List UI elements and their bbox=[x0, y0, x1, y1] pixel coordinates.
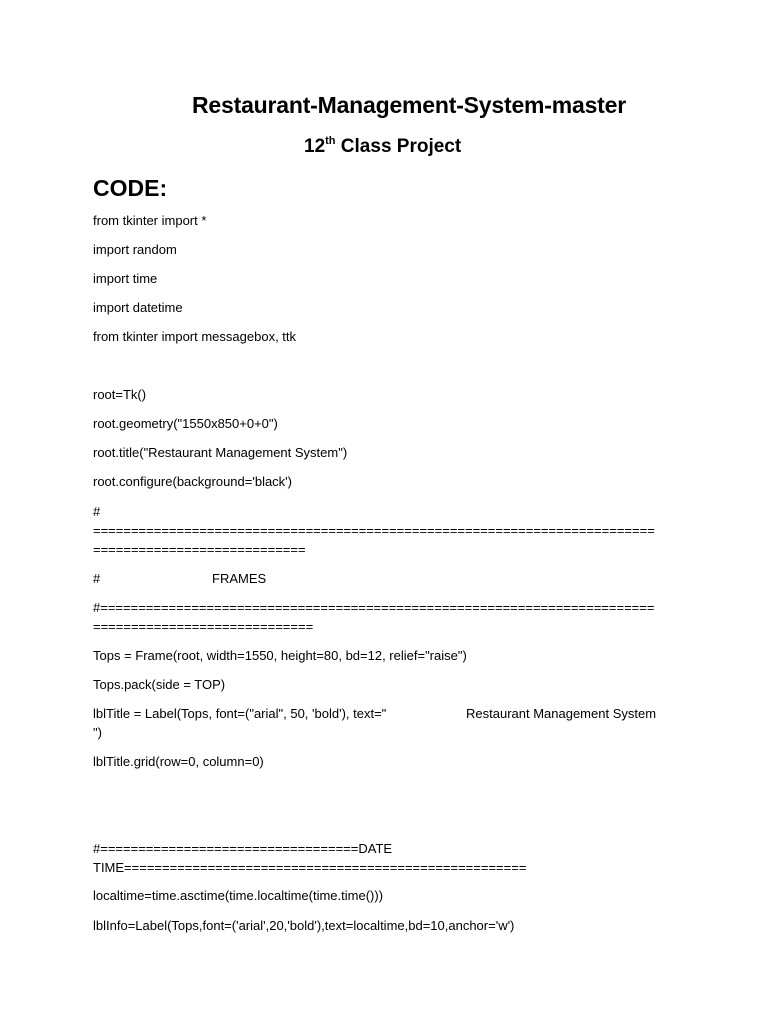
separator-line: ============================= bbox=[93, 619, 314, 634]
code-heading: CODE: bbox=[93, 175, 168, 201]
comment-hash: # bbox=[93, 504, 101, 519]
code-line: lblTitle = Label(Tops, font=("arial", 50, 'bold'), text=" bbox=[93, 706, 387, 721]
code-line: lblInfo=Label(Tops,font=('arial',20,'bold'),text=localtime,bd=10,anchor='w') bbox=[93, 918, 515, 933]
code-line: root.title("Restaurant Management System") bbox=[93, 445, 348, 460]
separator-line: ========================================================================== bbox=[93, 523, 655, 538]
separator-line: TIME===================================================== bbox=[93, 860, 527, 875]
code-line: import datetime bbox=[93, 300, 183, 315]
code-line: import time bbox=[93, 271, 158, 286]
subtitle-text: Class Project bbox=[335, 136, 462, 157]
code-line: from tkinter import messagebox, ttk bbox=[93, 329, 297, 344]
document-title: Restaurant-Management-System-master bbox=[192, 92, 626, 118]
subtitle-superscript: th bbox=[325, 135, 336, 147]
code-line: root=Tk() bbox=[93, 387, 147, 402]
code-line-continuation: ") bbox=[93, 725, 102, 740]
document-subtitle bbox=[304, 134, 461, 160]
code-line: Tops.pack(side = TOP) bbox=[93, 677, 226, 692]
subtitle-number: 12 bbox=[304, 136, 326, 157]
separator-line: #==================================DATE bbox=[93, 841, 393, 856]
frames-comment: FRAMES bbox=[212, 571, 267, 586]
code-string-literal: Restaurant Management System bbox=[466, 706, 657, 721]
separator-line: #========================================================================= bbox=[93, 600, 655, 615]
comment-hash: # bbox=[93, 571, 101, 586]
code-line: root.configure(background='black') bbox=[93, 474, 292, 489]
code-line: import random bbox=[93, 242, 177, 257]
code-line: root.geometry("1550x850+0+0") bbox=[93, 416, 278, 431]
code-line: from tkinter import * bbox=[93, 213, 207, 228]
separator-line: ============================ bbox=[93, 542, 306, 557]
code-line: Tops = Frame(root, width=1550, height=80, bd=12, relief="raise") bbox=[93, 648, 467, 663]
code-line: localtime=time.asctime(time.localtime(time.time())) bbox=[93, 888, 384, 903]
code-line: lblTitle.grid(row=0, column=0) bbox=[93, 754, 264, 769]
